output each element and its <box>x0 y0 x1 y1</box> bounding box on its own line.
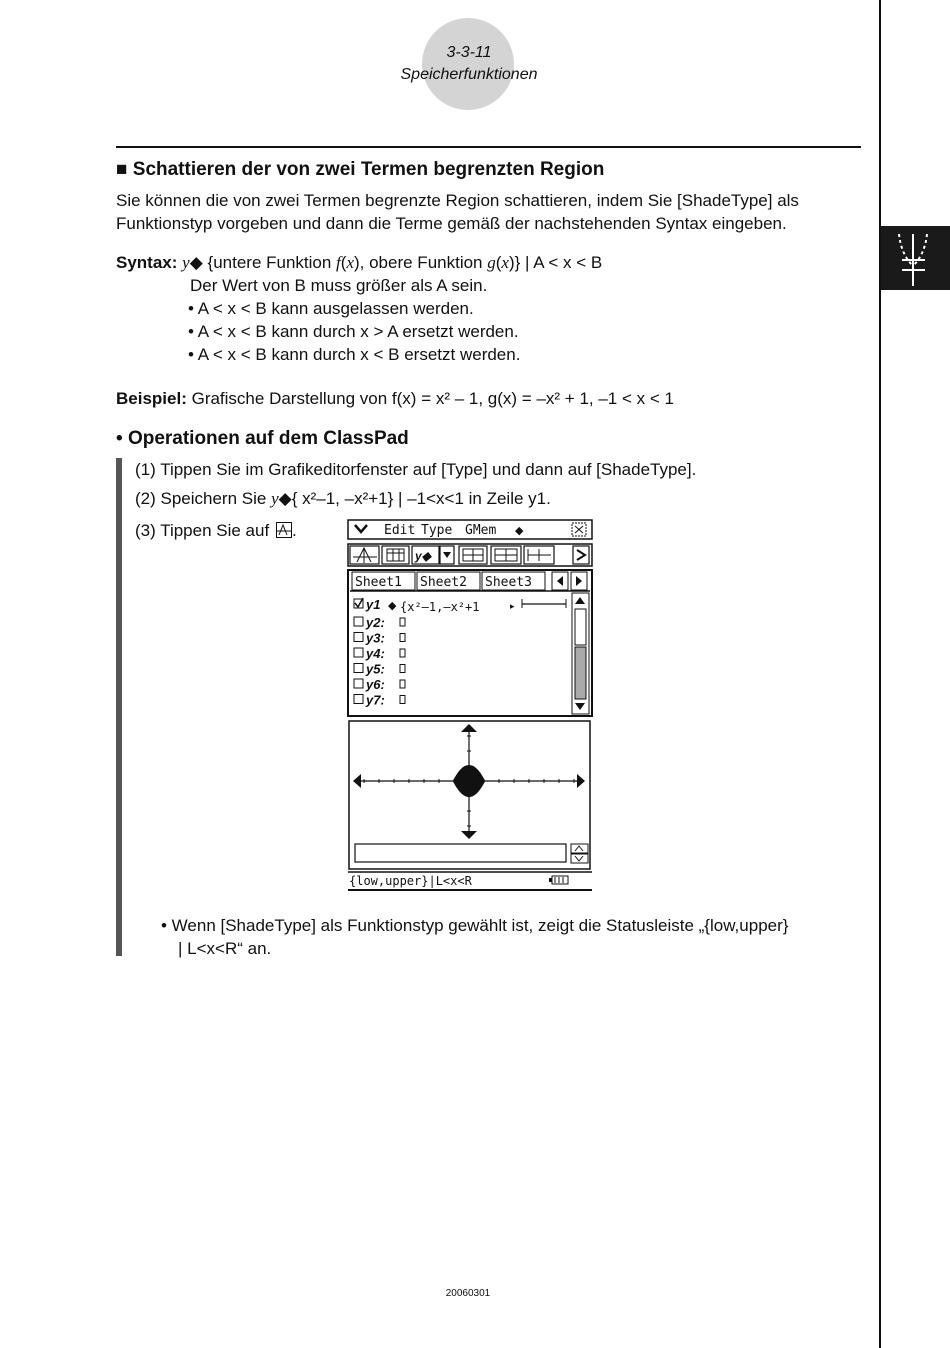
scroll-track <box>575 647 586 699</box>
syntax-bullet-2: • A < x < B kann durch x > A ersetzt werden. <box>188 322 519 341</box>
diamond-icon: ◆ <box>189 253 203 272</box>
section-title: Speicherfunktionen <box>400 66 538 83</box>
row-label: y3: <box>366 630 385 646</box>
row-cursor[interactable] <box>400 618 405 626</box>
header-circle <box>422 18 514 110</box>
intro-line-2: Funktionstyp vorgeben und dann die Terme gemäß der nachstehenden Syntax eingeben. <box>116 214 787 233</box>
step-2-y: y <box>271 489 279 508</box>
procedure-bar <box>116 458 122 956</box>
row-label: y4: <box>366 646 385 661</box>
page-margin-rule <box>879 0 881 1348</box>
y-type-label: y◆ <box>415 549 431 563</box>
entry-scroll-down-button[interactable] <box>571 854 588 863</box>
step-2 <box>135 487 551 510</box>
scroll-thumb[interactable] <box>575 609 586 645</box>
row-cursor[interactable] <box>400 696 405 704</box>
step-2-part-b: { x²–1, –x²+1} <box>291 489 394 508</box>
operations-title: Operationen auf dem ClassPad <box>127 428 409 449</box>
row-cursor[interactable] <box>400 634 405 642</box>
entry-field[interactable] <box>355 844 566 862</box>
battery-icon <box>552 876 568 884</box>
syntax-part-1: {untere Funktion <box>207 253 337 272</box>
heading-rule <box>116 146 861 148</box>
intro-line-1: Sie können die von zwei Termen begrenzte Region schattieren, indem Sie [ShadeType] als <box>116 191 799 210</box>
menu-diamond-icon[interactable]: ◆ <box>515 525 524 537</box>
syntax-part-2: ), obere Funktion <box>354 253 488 272</box>
classpad-screen <box>347 519 593 891</box>
syntax-condition: A < x < B <box>533 253 603 272</box>
tab-sheet3-label: Sheet3 <box>485 575 532 590</box>
row-checkbox[interactable] <box>354 695 363 704</box>
menu-gmem[interactable]: GMem <box>465 523 497 538</box>
menu-type[interactable]: Type <box>421 523 453 538</box>
classpad-screen-svg <box>347 519 593 891</box>
example-formula: f(x) = x² – 1, g(x) = –x² + 1, –1 < x < 1 <box>391 389 674 408</box>
row-diamond-icon: ◆ <box>388 600 397 612</box>
syntax-line: Syntax: y◆ {untere Funktion f(x), obere Funktion g(x)} | A < x < B <box>116 253 603 272</box>
step-3: (3) Tippen Sie auf . <box>135 521 297 540</box>
step-2-part-c: –1<x<1 in Zeile <box>407 489 524 508</box>
row-cursor[interactable] <box>400 680 405 688</box>
step-1: (1) Tippen Sie im Grafikeditorfenster auf [Type] und dann auf [ShadeType]. <box>135 460 697 479</box>
row-expression[interactable]: {x²–1,–x²+1 <box>400 600 480 614</box>
syntax-part-3: )} <box>508 253 521 272</box>
operations-bullet: • <box>116 428 123 449</box>
step-2-part-d: y1. <box>528 489 551 508</box>
row-checkbox[interactable] <box>354 648 363 657</box>
row-checkbox[interactable] <box>354 633 363 642</box>
graph-editor-icon <box>881 226 950 290</box>
note-line-1: • Wenn [ShadeType] als Funktionstyp gewählt ist, zeigt die Statusleiste „{low,upper} <box>161 916 789 935</box>
tab-sheet2-label: Sheet2 <box>420 575 467 590</box>
operations-heading <box>116 428 409 450</box>
row-label: y5: <box>366 661 385 677</box>
status-text: {low,upper}|L<x<R <box>349 874 472 888</box>
row-cursor[interactable] <box>400 665 405 673</box>
row-checkbox[interactable] <box>354 679 363 688</box>
row-label: y7: <box>366 692 385 708</box>
row-checkbox[interactable] <box>354 664 363 673</box>
entry-scroll-up-button[interactable] <box>571 844 588 853</box>
syntax-x-1: x <box>346 253 354 272</box>
row-label: y1 <box>366 597 381 612</box>
example-text: Grafische Darstellung von <box>191 389 388 408</box>
syntax-label: Syntax: <box>116 253 178 272</box>
syntax-bullet-3: • A < x < B kann durch x < B ersetzt werden. <box>188 345 521 364</box>
diamond-icon: ◆ <box>278 489 292 508</box>
example-line <box>116 387 674 410</box>
syntax-f: f <box>336 253 341 272</box>
shade-graph-icon <box>276 522 292 538</box>
footer-code: 20060301 <box>445 1288 491 1299</box>
chapter-tab <box>881 226 950 290</box>
step-3-text: (3) Tippen Sie auf <box>135 521 270 540</box>
row-label: y2: <box>366 615 385 630</box>
example-label: Beispiel: <box>116 389 187 408</box>
heading-title: Schattieren der von zwei Termen begrenzten Region <box>132 159 605 180</box>
section-heading <box>116 159 604 181</box>
bar-separator: | <box>398 489 403 508</box>
syntax-bullet-1: • A < x < B kann ausgelassen werden. <box>188 299 474 318</box>
syntax-x-2: x <box>501 253 509 272</box>
section-number: 3-3-11 <box>446 44 492 61</box>
note-line-2: | L<x<R“ an. <box>178 939 272 958</box>
step-2-part-a: (2) Speichern Sie <box>135 489 267 508</box>
syntax-y: y <box>182 253 190 272</box>
syntax-g: g <box>487 253 496 272</box>
heading-bullet: ■ <box>116 159 128 180</box>
menu-edit[interactable]: Edit <box>384 523 416 538</box>
row-label: y6: <box>366 677 385 692</box>
tab-sheet1-label: Sheet1 <box>355 575 402 590</box>
condition-arrow-icon: ▸ <box>510 601 515 611</box>
syntax-note: Der Wert von B muss größer als A sein. <box>190 276 488 295</box>
row-cursor[interactable] <box>400 649 405 657</box>
row-checkbox[interactable] <box>354 617 363 626</box>
